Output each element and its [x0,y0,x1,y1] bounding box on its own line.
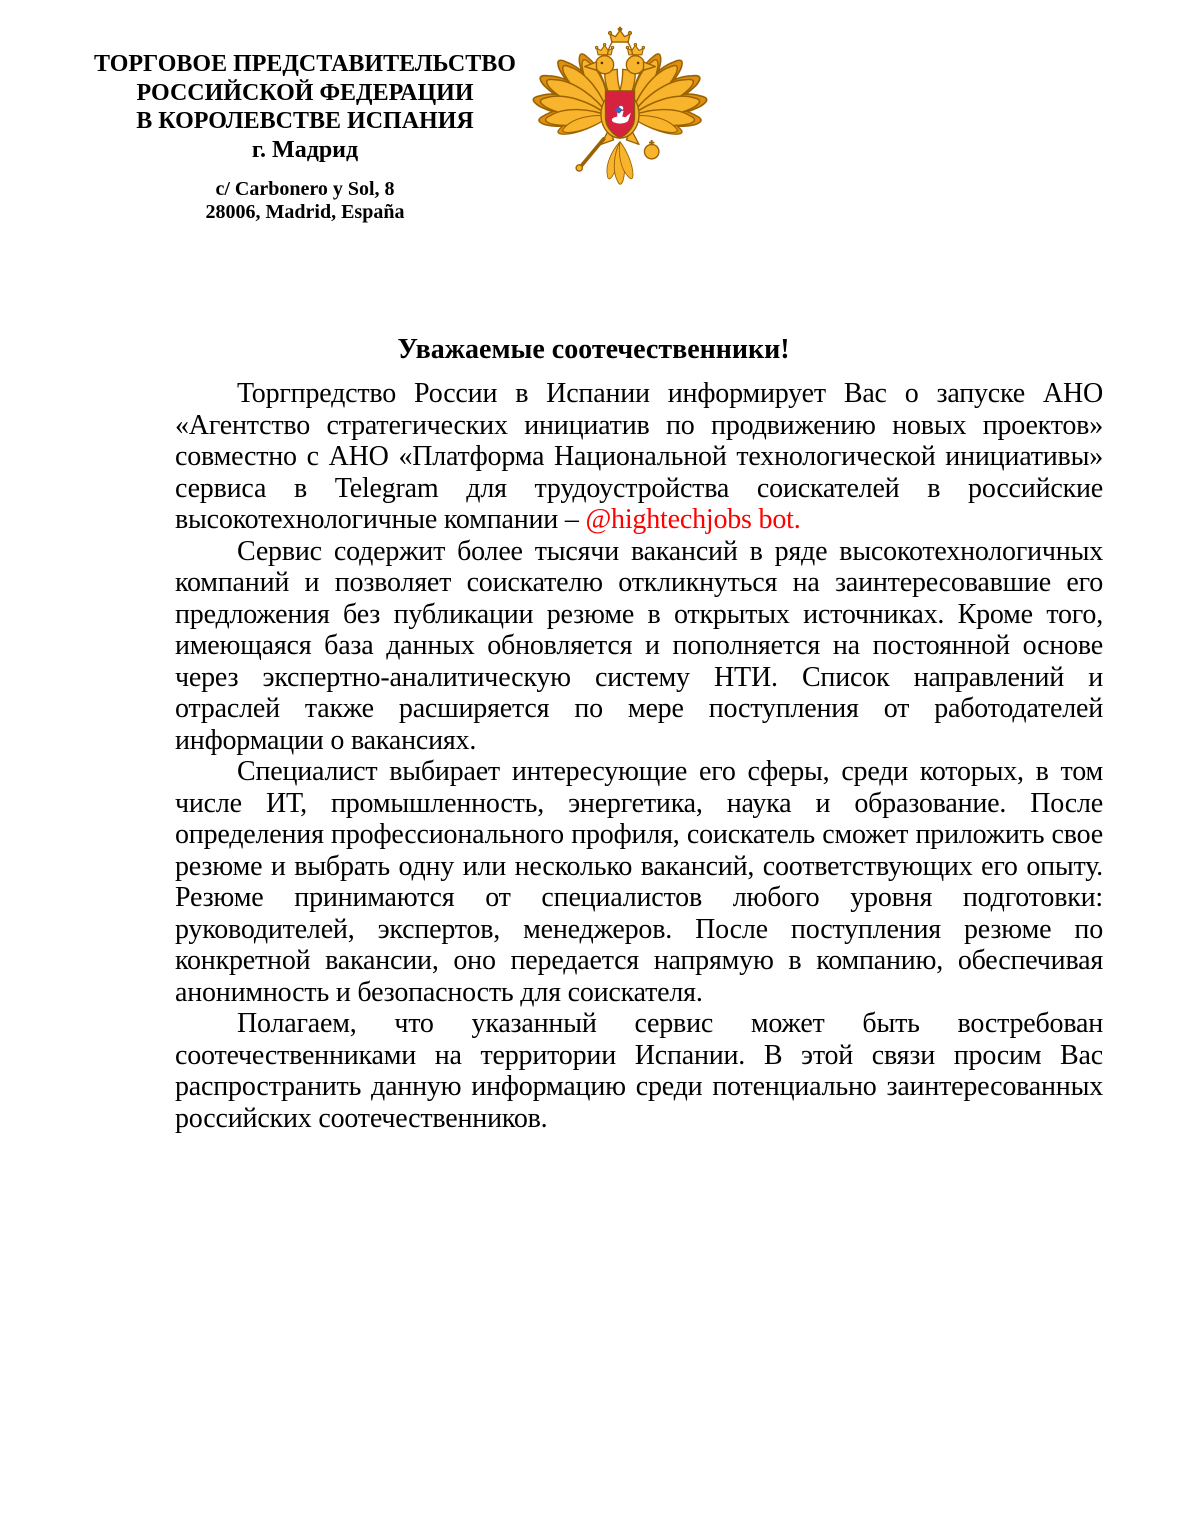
paragraph-2 [175,536,1103,757]
letterhead [55,50,555,223]
paragraph-3-text: Специалист выбирает интересующие его сферы, среди которых, в том числе ИТ, промышленность, энергетика, наука и образование. После определения профессионального профиля, соискатель сможет приложить свое резюме и выбрать одну или несколько вакансий, соответствующих его опыту. Резюме принимаются от специалистов любого уровня подготовки: руководителей, экспертов, менеджеров. После поступления резюме по конкретной вакансии, оно передается напрямую в компанию, обеспечивая анонимность и безопасность для соискателя. [175,756,1103,1008]
paragraph-3 [175,756,1103,1008]
paragraph-4-text: Полагаем, что указанный сервис может быть востребован соотечественниками на территории Испании. В этой связи просим Вас распространить данную информацию среди потенциально заинтересованных российских соотечественников. [175,1008,1103,1134]
letter-body [175,378,1103,1134]
letterhead-org-line-3: В КОРОЛЕВСТВЕ ИСПАНИЯ [136,108,474,134]
telegram-bot-handle: @hightechjobs bot. [585,504,801,535]
paragraph-2-text: Сервис содержит более тысячи вакансий в ряде высокотехнологичных компаний и позволяет соискателю откликнуться на заинтересовавшие его предложения без публикации резюме в открытых источниках. Кроме того, имеющаяся база данных обновляется и пополняется на постоянной основе через экспертно-аналитическую систему НТИ. Список направлений и отраслей также расширяется по мере поступления от работодателей информации о вакансиях. [175,535,1103,756]
paragraph-4 [175,1008,1103,1134]
letterhead-address-line-1: c/ Carbonero y Sol, 8 [215,178,395,200]
letterhead-address-line-2: 28006, Madrid, España [205,200,405,223]
paragraph-1 [175,378,1103,536]
letterhead-city: г. Мадрид [251,136,359,163]
paragraph-1-text: Торгпредство России в Испании информирует Вас о запуске АНО «Агентство стратегических инициатив по продвижению новых проектов» совместно с АНО «Платформа Национальной технологической инициативы» сервиса в Telegram для трудоустройства соискателей в российские высокотехнологичные компании – [175,378,1103,535]
russia-coat-of-arms-icon [528,24,712,196]
letterhead-org-line-2: РОССИЙСКОЙ ФЕДЕРАЦИИ [136,79,474,106]
letterhead-org-line-1: ТОРГОВОЕ ПРЕДСТАВИТЕЛЬСТВО [94,51,516,77]
letterhead-address [55,178,555,223]
salutation-title: Уважаемые соотечественники! [397,334,790,365]
